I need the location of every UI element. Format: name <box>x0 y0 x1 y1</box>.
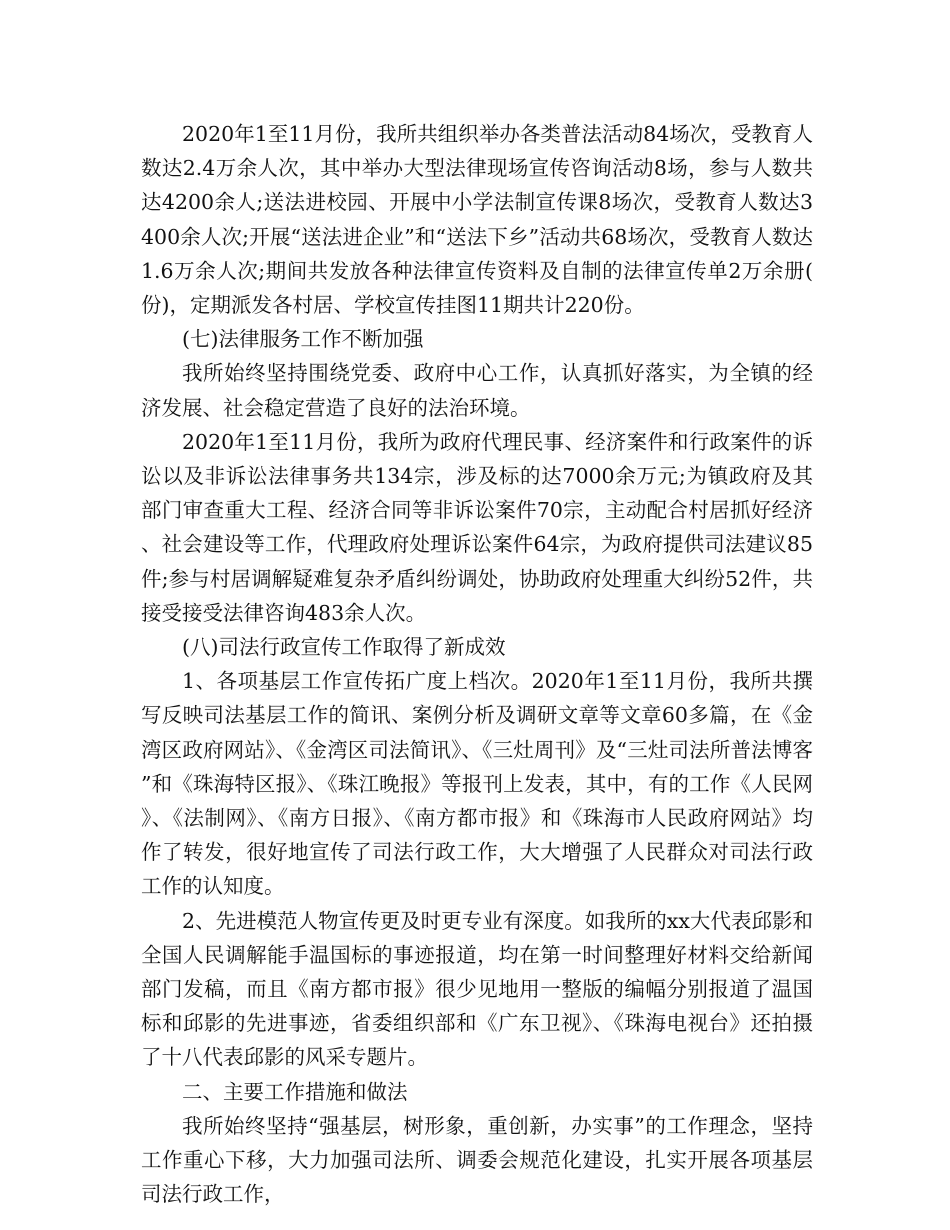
heading-main-measures: 二、主要工作措施和做法 <box>182 1079 408 1104</box>
paragraph-publicity-item-2: 2、先进模范人物宣传更及时更专业有深度。如我所的xx大代表邱影和全国人民调解能手温国标的事迹报道，均在第一时间整理好材料交给新闻部门发稿，而且《南方都市报》很少见地用一整版的编幅分别报道了温国标和邱影的先进事迹，省委组织部和《广东卫视》、《珠海电视台》还拍摄了十八代表邱影的风采专题片。 <box>141 908 813 1070</box>
paragraph-publicity-item-1: 1、各项基层工作宣传拓广度上档次。2020年1至11月份，我所共撰写反映司法基层工作的简讯、案例分析及调研文章等文章60多篇，在《金湾区政府网站》、《金湾区司法简讯》、《三灶周刊》及“三灶司法所普法博客”和《珠海特区报》、《珠江晚报》等报刊上发表，其中，有的工作《人民网》、《法制网》、《南方日报》、《南方都市报》和《珠海市人民政府网站》均作了转发，很好地宣传了司法行政工作，大大增强了人民群众对司法行政工作的认知度。 <box>141 669 813 899</box>
paragraph-legal-publicity-stats: 2020年1至11月份，我所共组织举办各类普法活动84场次，受教育人数达2.4万余人次，其中举办大型法律现场宣传咨询活动8场，参与人数共达4200余人;送法进校园、开展中小学法制宣传课8场次，受教育人数达3400余人次;开展“送法进企业”和“送法下乡”活动共68场次，受教育人数达1.6万余人次;期间共发放各种法律宣传资料及自制的法律宣传单2万余册(份)，定期派发各村居、学校宣传挂图11期共计220份。 <box>141 122 813 318</box>
paragraph-main-measures: 我所始终坚持“强基层，树形象，重创新，办实事”的工作理念，坚持工作重心下移，大力加强司法所、调委会规范化建设，扎实开展各项基层司法行政工作， <box>141 1113 813 1207</box>
paragraph-legal-services-stats: 2020年1至11月份，我所为政府代理民事、经济案件和行政案件的诉讼以及非诉讼法律事务共134宗，涉及标的达7000余万元;为镇政府及其部门审查重大工程、经济合同等非诉讼案件70宗，主动配合村居抓好经济、社会建设等工作，代理政府处理诉讼案件64宗，为政府提供司法建议85件;参与村居调解疑难复杂矛盾纠纷调处，协助政府处理重大纠纷52件，共接受接受法律咨询483余人次。 <box>141 429 813 625</box>
heading-legal-services: (七)法律服务工作不断加强 <box>182 327 424 352</box>
document-body <box>141 117 813 1212</box>
heading-publicity-achievements: (八)司法行政宣传工作取得了新成效 <box>182 635 506 660</box>
paragraph-legal-services-intro: 我所始终坚持围绕党委、政府中心工作，认真抓好落实，为全镇的经济发展、社会稳定营造了良好的法治环境。 <box>141 361 813 420</box>
